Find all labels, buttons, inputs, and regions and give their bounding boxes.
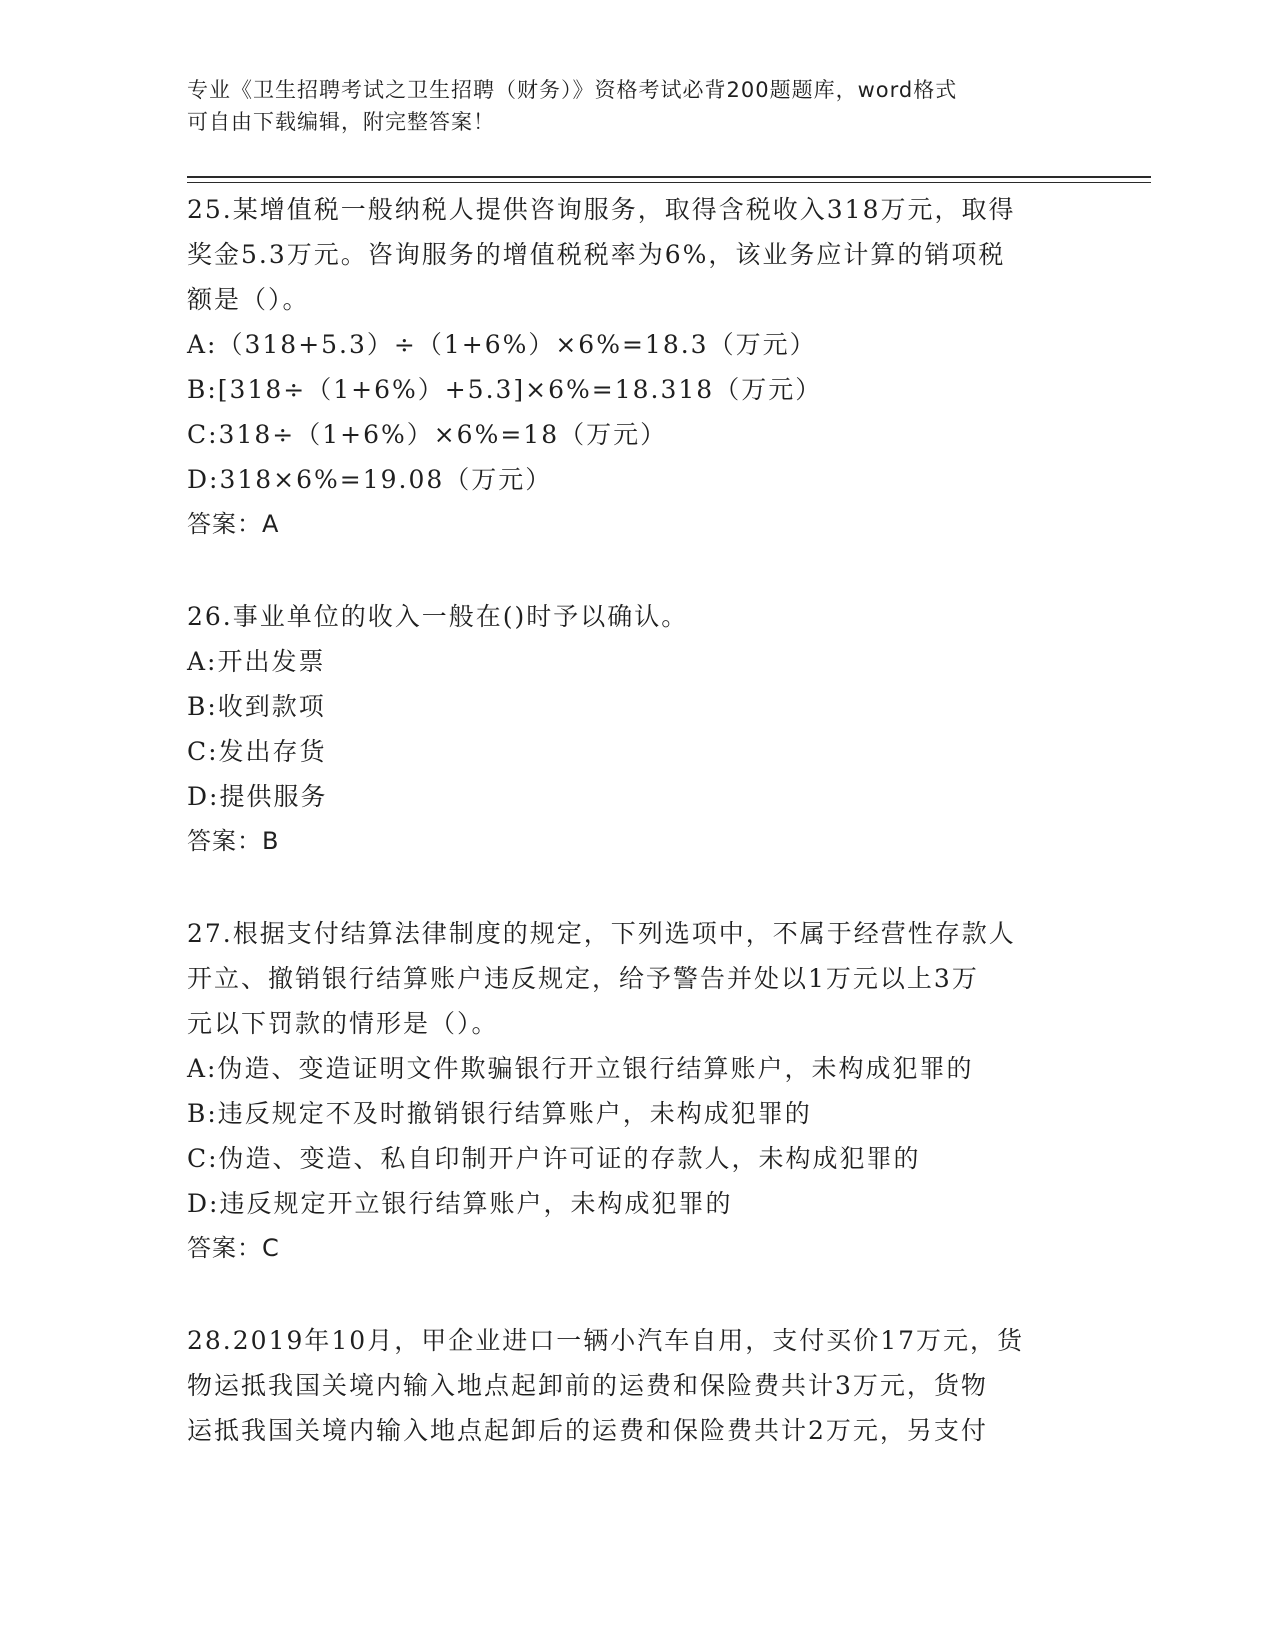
question-list bbox=[187, 187, 1087, 1453]
option-b: B:违反规定不及时撤销银行结算账户，未构成犯罪的 bbox=[187, 1099, 812, 1128]
question-stem-line: 开立、撤销银行结算账户违反规定，给予警告并处以1万元以上3万 bbox=[187, 964, 979, 993]
question-26 bbox=[187, 594, 1087, 864]
option-a: A:开出发票 bbox=[187, 647, 326, 676]
answer-label: 答案：A bbox=[187, 510, 280, 538]
option-d: D:违反规定开立银行结算账户，未构成犯罪的 bbox=[187, 1189, 733, 1218]
question-stem-line: 25.某增值税一般纳税人提供咨询服务，取得含税收入318万元，取得 bbox=[187, 195, 1016, 224]
header-divider-thin bbox=[187, 182, 1151, 183]
document-header bbox=[187, 74, 1067, 138]
option-c: C:伪造、变造、私自印制开户许可证的存款人，未构成犯罪的 bbox=[187, 1144, 921, 1173]
header-divider-thick bbox=[187, 176, 1151, 178]
question-stem-line: 28.2019年10月，甲企业进口一辆小汽车自用，支付买价17万元，货 bbox=[187, 1326, 1025, 1355]
question-stem-line: 元以下罚款的情形是（）。 bbox=[187, 1009, 499, 1038]
question-stem-line: 26.事业单位的收入一般在()时予以确认。 bbox=[187, 602, 689, 631]
question-27 bbox=[187, 911, 1087, 1271]
option-b: B:收到款项 bbox=[187, 692, 326, 721]
answer-label: 答案：B bbox=[187, 827, 280, 855]
option-d: D:提供服务 bbox=[187, 782, 328, 811]
option-b: B:[318÷（1+6%）+5.3]×6%=18.318（万元） bbox=[187, 375, 823, 404]
question-stem-line: 27.根据支付结算法律制度的规定，下列选项中，不属于经营性存款人 bbox=[187, 919, 1016, 948]
question-stem-line: 奖金5.3万元。咨询服务的增值税税率为6%，该业务应计算的销项税 bbox=[187, 240, 1006, 269]
question-stem-line: 运抵我国关境内输入地点起卸后的运费和保险费共计2万元，另支付 bbox=[187, 1416, 988, 1445]
header-title-line-2: 可自由下载编辑，附完整答案！ bbox=[187, 110, 495, 134]
option-a: A:（318+5.3）÷（1+6%）×6%=18.3（万元） bbox=[187, 330, 817, 359]
option-a: A:伪造、变造证明文件欺骗银行开立银行结算账户，未构成犯罪的 bbox=[187, 1054, 974, 1083]
option-d: D:318×6%=19.08（万元） bbox=[187, 465, 553, 494]
question-25 bbox=[187, 187, 1087, 547]
option-c: C:发出存货 bbox=[187, 737, 327, 766]
question-stem-line: 物运抵我国关境内输入地点起卸前的运费和保险费共计3万元，货物 bbox=[187, 1371, 988, 1400]
option-c: C:318÷（1+6%）×6%=18（万元） bbox=[187, 420, 668, 449]
answer-label: 答案：C bbox=[187, 1234, 280, 1262]
header-title-line-1: 专业《卫生招聘考试之卫生招聘（财务）》资格考试必背200题题库，word格式 bbox=[187, 78, 958, 102]
question-stem-line: 额是（）。 bbox=[187, 285, 310, 314]
question-28 bbox=[187, 1318, 1087, 1453]
